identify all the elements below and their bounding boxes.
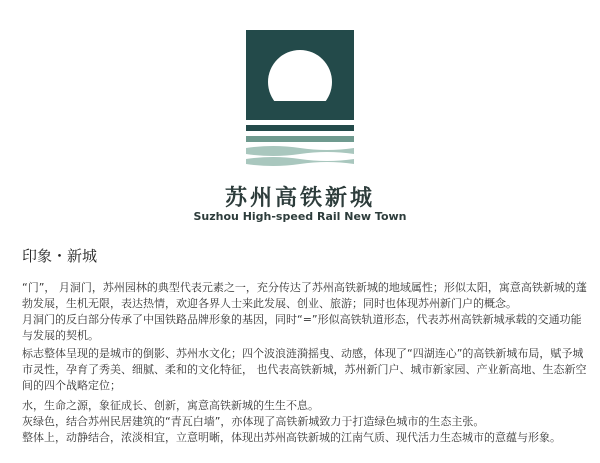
paragraph-rail: 月洞门的反白部分传承了中国铁路品牌形象的基因，同时“=”形似高铁轨道形态，代表苏州高铁新城承载的交通功能与发展的契机。 <box>22 313 582 342</box>
paragraph-reflection: 标志整体呈现的是城市的倒影、苏州水文化；四个波浪涟漪摇曳、动感，体现了“四湖连心”的高铁新城布局，赋予城市灵性，孕育了秀美、细腻、柔和的文化特征， 也代表高铁新城，苏州新门户、城市新家园、产业新高地、生态新空间的四个战略定位； <box>22 347 587 392</box>
logo-area <box>0 0 600 230</box>
paragraph-water: 水，生命之源，象征成长、创新，寓意高铁新城的生生不息。 <box>22 399 319 412</box>
sun-over-waves-logo-icon <box>246 30 354 170</box>
paragraph-overall: 整体上，动静结合，浓淡相宜，立意明晰，体现出苏州高铁新城的江南气质、现代活力生态城市的意蕴与形象。 <box>22 431 561 444</box>
paragraph-color: 灰绿色，结合苏州民居建筑的“青瓦白墙”，亦体现了高铁新城致力于打造绿色城市的生态主张。 <box>22 415 485 428</box>
brand-subtitle: Suzhou High-speed Rail New Town <box>193 210 407 223</box>
paragraph-door: “门”， 月洞门，苏州园林的典型代表元素之一，充分传达了苏州高铁新城的地域属性；形似太阳，寓意高铁新城的蓬勃发展，生机无限，表达热情，欢迎各界人士来此发展、创业、旅游；同时也体现苏州新门户的概念。 <box>22 281 587 310</box>
section-heading: 印象・新城 <box>22 247 98 265</box>
brand-title: 苏州高铁新城 <box>224 186 375 211</box>
